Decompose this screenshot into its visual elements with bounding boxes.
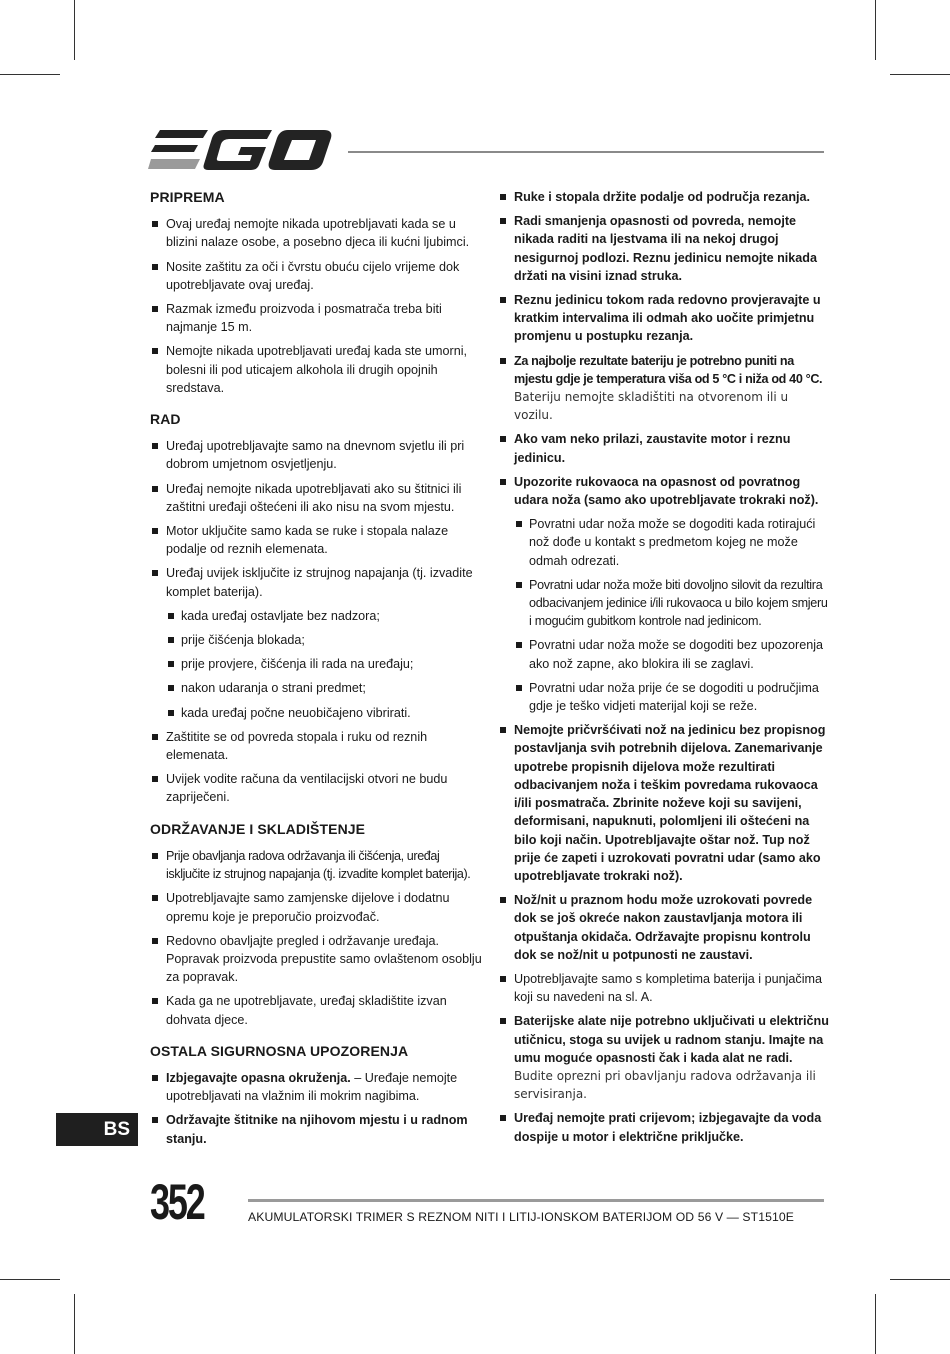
list-item-bold: Nož/nit u praznom hodu može uzrokovati povrede dok se još okreće nakon zaustavljanja motora ili otpuštanja okidača. Održavajte propisnu kontrolu dok se nož/nit u potpunosti ne zaustavi.	[514, 893, 813, 962]
left-column	[150, 188, 482, 1161]
list-item	[498, 721, 830, 885]
sub-list-item: prije provjere, čišćenja ili rada na uređaju;	[166, 655, 482, 673]
crop-mark	[0, 1279, 60, 1280]
list-item	[498, 430, 830, 466]
bullet-list	[150, 847, 482, 1029]
list-item-bold: Baterijske alate nije potrebno uključivati u električnu utičnicu, stoga su uvijek u radnom stanju. Imajte na umu moguće opasnosti čak i kada alat ne radi.	[514, 1014, 829, 1065]
list-item	[498, 1012, 830, 1103]
section-rad	[150, 410, 482, 807]
language-tab: BS	[56, 1113, 138, 1146]
list-item: Nosite zaštitu za oči i čvrstu obuću cijelo vrijeme dok upotrebljavate ovaj uređaj.	[150, 258, 482, 294]
bullet-list	[498, 188, 830, 1146]
list-item-bold: Izbjegavajte opasna okruženja.	[166, 1070, 351, 1085]
list-item: Ovaj uređaj nemojte nikada upotrebljavati kada se u blizini nalaze osobe, a posebno djeca ili kućni ljubimci.	[150, 215, 482, 251]
sub-list-item: kada uređaj ostavljate bez nadzora;	[166, 607, 482, 625]
list-item	[498, 291, 830, 346]
list-item-bold: Radi smanjenja opasnosti od povreda, nemojte nikada raditi na ljestvama ili na nekoj drugoj nesigurnoj podlozi. Reznu jedinicu nemojte nikada držati na visini iznad struka.	[514, 214, 817, 283]
list-item	[498, 188, 830, 206]
crop-mark	[875, 1294, 876, 1354]
sub-list-item: Povratni udar noža može biti dovoljno silovit da rezultira odbacivanjem jedinice i/ili rukovaoca u bilo kojem smjeru i mogućim gubitkom kontrole nad jedinicom.	[514, 576, 830, 631]
list-item: Upotrebljavajte samo s kompletima baterija i punjačima koji su navedeni na sl. A.	[498, 970, 830, 1006]
list-item-text: – Uređaje nemojte upotrebljavati na vlažnim ili mokrim nagibima.	[166, 1070, 458, 1104]
sub-list-item: Povratni udar noža prije će se dogoditi u područjima gdje je teško vidjeti materijal koji se reže.	[514, 679, 830, 715]
ego-logo	[148, 128, 332, 172]
list-item: Kada ga ne upotrebljavate, uređaj skladištite izvan dohvata djece.	[150, 992, 482, 1028]
crop-mark	[74, 1294, 75, 1354]
list-item-text: Budite oprezni pri obavljanju radova održavanja ili servisiranja.	[514, 1068, 816, 1102]
section-priprema	[150, 188, 482, 397]
list-item-text: Uređaj uvijek isključite iz strujnog napajanja (tj. izvadite komplet baterija).	[166, 566, 473, 599]
list-item	[498, 352, 830, 425]
list-item-bold: Održavajte štitnike na njihovom mjestu i u radnom stanju.	[166, 1113, 468, 1146]
list-item: Uređaj nemojte nikada upotrebljavati ako su štitnici ili zaštitni uređaji oštećeni ili ako nisu na svom mjestu.	[150, 480, 482, 516]
section-heading: RAD	[150, 411, 181, 428]
header-rule	[348, 151, 824, 153]
list-item	[498, 891, 830, 964]
right-column	[498, 188, 830, 1159]
sub-list-item: Povratni udar noža može se dogoditi bez upozorenja ako nož zapne, ako blokira ili se zaglavi.	[514, 636, 830, 672]
sub-list	[166, 607, 482, 722]
list-item-bold: Za najbolje rezultate bateriju je potrebno puniti na mjestu gdje je temperatura viša od 5 °C i niža od 40 °C.	[514, 353, 823, 386]
list-item-bold: Uređaj nemojte prati crijevom; izbjegavajte da voda dospije u motor i električne priključke.	[514, 1111, 822, 1144]
list-item-text: Bateriju nemojte skladištiti na otvorenom ili u vozilu.	[514, 390, 789, 423]
list-item-bold: Ako vam neko prilazi, zaustavite motor i reznu jedinicu.	[514, 432, 791, 465]
footer-rule	[248, 1199, 824, 1202]
crop-mark	[0, 74, 60, 75]
list-item-bold: Nemojte pričvršćivati nož na jedinicu bez propisnog postavljanja svih potrebnih dijelova. Zanemarivanje upotrebe propisnih dijelova može rezultirati odbacivanjem noža i teškim povredama rukovaoca i/ili posmatrača. Zbrinite noževe koji su savijeni, deformisani, napuknuti, polomljeni ili oštećeni na bilo koji način. Upotrebljavajte oštar nož. Tup nož prije će zapeti i uzrokovati povratni udar (samo ako upotrebljavate trokraki nož).	[514, 723, 826, 883]
section-heading: ODRŽAVANJE I SKLADIŠTENJE	[150, 820, 366, 837]
section-ostala-upozorenja	[150, 1042, 482, 1148]
list-item-bold: Ruke i stopala držite podalje od područja rezanja.	[514, 190, 811, 204]
list-item: Nemojte nikada upotrebljavati uređaj kada ste umorni, bolesni ili pod uticajem alkohola ili drugih opojnih sredstava.	[150, 342, 482, 397]
list-item	[150, 1111, 482, 1147]
crop-mark	[74, 0, 75, 60]
sub-list-item: Povratni udar noža može se dogoditi kada rotirajući nož dođe u kontakt s predmetom kojeg ne može odmah odrezati.	[514, 515, 830, 570]
list-item: Uređaj upotrebljavajte samo na dnevnom svjetlu ili pri dobrom umjetnom osvjetljenju.	[150, 437, 482, 473]
list-item	[498, 473, 830, 715]
crop-mark	[875, 0, 876, 60]
sub-list	[514, 515, 830, 715]
sub-list-item: prije čišćenja blokada;	[166, 631, 482, 649]
page-number: 352	[150, 1174, 204, 1230]
list-item: Zaštitite se od povreda stopala i ruku od reznih elemenata.	[150, 728, 482, 764]
bullet-list	[150, 437, 482, 806]
footer-document-title: AKUMULATORSKI TRIMER S REZNOM NITI I LITIJ-IONSKOM BATERIJOM OD 56 V — ST1510E	[248, 1210, 794, 1224]
list-item	[498, 1109, 830, 1145]
crop-mark	[890, 74, 950, 75]
list-item: Redovno obavljajte pregled i održavanje uređaja. Popravak proizvoda prepustite samo ovlaštenom osoblju za popravak.	[150, 932, 482, 987]
sub-list-item: kada uređaj počne neuobičajeno vibrirati.	[166, 704, 482, 722]
list-item	[150, 564, 482, 721]
bullet-list	[150, 215, 482, 397]
list-item	[150, 1069, 482, 1105]
section-heading: OSTALA SIGURNOSNA UPOZORENJA	[150, 1042, 409, 1059]
list-item: Motor uključite samo kada se ruke i stopala nalaze podalje od reznih elemenata.	[150, 522, 482, 558]
list-item	[498, 212, 830, 285]
section-heading: PRIPREMA	[150, 189, 225, 205]
sub-list-item: nakon udaranja o strani predmet;	[166, 679, 482, 697]
list-item: Prije obavljanja radova održavanja ili čišćenja, uređaj isključite iz strujnog napajanja (tj. izvadite komplet baterija).	[150, 847, 482, 883]
crop-mark	[890, 1279, 950, 1280]
list-item: Uvijek vodite računa da ventilacijski otvori ne budu zapriječeni.	[150, 770, 482, 806]
list-item: Razmak između proizvoda i posmatrača treba biti najmanje 15 m.	[150, 300, 482, 336]
list-item-bold: Reznu jedinicu tokom rada redovno provjeravajte u kratkim intervalima ili odmah ako uočite primjetnu promjenu u postupku rezanja.	[514, 293, 821, 344]
bullet-list	[150, 1069, 482, 1148]
list-item: Upotrebljavajte samo zamjenske dijelove i dodatnu opremu koje je preporučio proizvođač.	[150, 889, 482, 925]
list-item-bold: Upozorite rukovaoca na opasnost od povratnog udara noža (samo ako upotrebljavate trokraki nož).	[514, 474, 819, 508]
section-odrzavanje	[150, 820, 482, 1029]
